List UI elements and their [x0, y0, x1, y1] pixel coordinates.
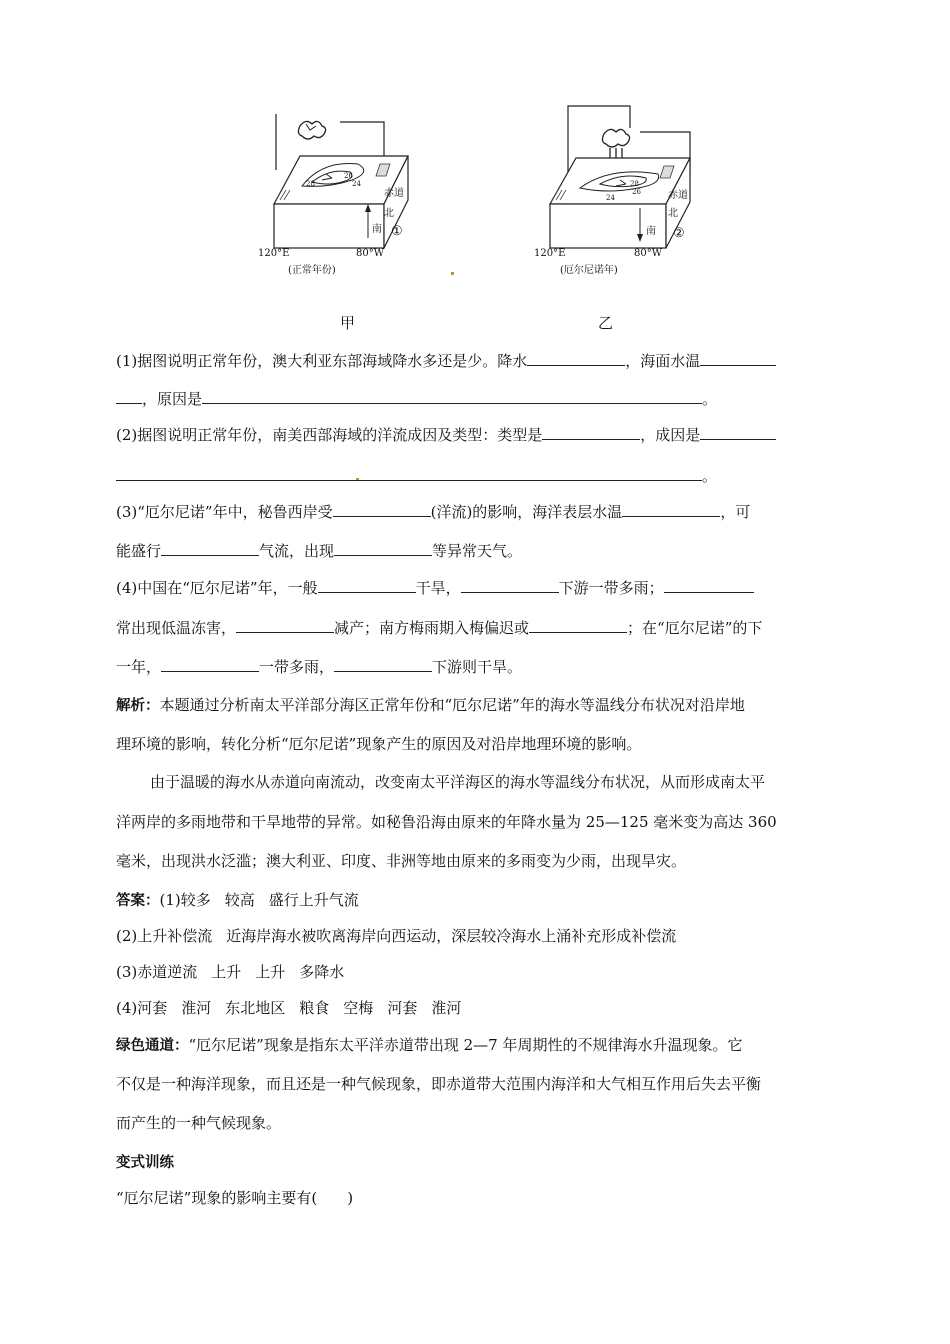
answer-blank[interactable]: [461, 577, 559, 593]
q4-text: ；在“厄尔尼诺”的下: [627, 619, 763, 637]
answer-blank[interactable]: [700, 350, 776, 366]
q4-text: 常出现低温冻害，: [116, 619, 237, 637]
green-line-2: [116, 1074, 836, 1094]
answer-blank[interactable]: [161, 540, 259, 556]
answer-item: 多降水: [299, 963, 345, 981]
south-label: 南: [372, 224, 382, 235]
q3-text: (洋流)的影响，海洋表层水温: [430, 503, 623, 521]
analysis-text: 本题通过分析南太平洋部分海区正常年份和“厄尔尼诺”年的海水等温线分布状况对沿岸地: [159, 696, 745, 714]
q4-text: 下游则干旱。: [432, 658, 523, 676]
variant-title: [116, 1152, 836, 1173]
answer-blank[interactable]: [664, 577, 754, 593]
question-2-line-2: [116, 465, 836, 486]
figure-number: ①: [391, 224, 403, 239]
figure-normal-year: [248, 108, 418, 278]
question-3-line-1: [116, 501, 836, 522]
answer-item: 淮河: [431, 999, 462, 1017]
answer-blank[interactable]: [116, 465, 702, 481]
figure-caption: (厄尔尼诺年): [560, 265, 618, 276]
green-text: 而产生的一种气候现象。: [116, 1114, 282, 1132]
q2-text: (2)据图说明正常年份，南美西部海域的洋流成因及类型：类型是: [116, 426, 543, 444]
equator-label: 赤道: [384, 188, 404, 199]
q2-text: ，成因是: [640, 426, 701, 444]
answer-item: 空梅: [343, 999, 374, 1017]
q4-text: 一年，: [116, 658, 162, 676]
green-line-1: [116, 1035, 836, 1056]
answer-blank[interactable]: [622, 501, 720, 517]
answer-blank[interactable]: [236, 617, 334, 633]
analysis-text: 理环境的影响，转化分析“厄尔尼诺”现象产生的原因及对沿岸地理环境的影响。: [116, 735, 642, 753]
isotherm-label-24: 24: [352, 180, 361, 188]
analysis-line-4: [116, 812, 836, 832]
question-4-line-3: [116, 656, 836, 677]
q1-text: 。: [702, 390, 718, 408]
answer-item: 东北地区: [225, 999, 286, 1017]
variant-question-text: “厄尔尼诺”现象的影响主要有( ): [116, 1189, 354, 1207]
analysis-text: 洋两岸的多雨地带和干旱地带的异常。如秘鲁沿海由原来的年降水量为 25—125 毫米变为高达 360: [116, 813, 777, 831]
q3-text: 能盛行: [116, 542, 162, 560]
analysis-line-1: [116, 695, 836, 716]
answer-item: 粮食: [299, 999, 330, 1017]
figure-number: ②: [673, 226, 685, 241]
analysis-text: 毫米，出现洪水泛滥；澳大利亚、印度、非洲等地由原来的多雨变为少雨，出现旱灾。: [116, 852, 687, 870]
analysis-label: 解析：: [116, 698, 160, 714]
answer-item: 淮河: [181, 999, 212, 1017]
q3-text: (3)“厄尔尼诺”年中，秘鲁西岸受: [116, 503, 333, 521]
figure-el-nino-year: [530, 104, 705, 279]
q4-text: 下游一带多雨；: [558, 579, 664, 597]
green-line-3: [116, 1113, 836, 1133]
answer-blank[interactable]: [318, 577, 416, 593]
longitude-left: 120°E: [534, 248, 566, 259]
isotherm-label-28: 28: [630, 180, 639, 188]
green-label: 绿色通道：: [116, 1038, 189, 1054]
answer-item: (3)赤道逆流: [116, 963, 198, 981]
answer-item: 上升: [211, 963, 242, 981]
isotherm-label-26: 26: [344, 172, 353, 180]
answer-item: 盛行上升气流: [268, 891, 359, 909]
answer-line-2: [116, 926, 836, 946]
north-label: 北: [384, 208, 394, 219]
question-1-line-2: [116, 388, 836, 409]
variant-question: [116, 1188, 836, 1208]
equator-label: 赤道: [668, 190, 688, 201]
answer-line-4: [116, 998, 836, 1018]
answer-item: 较高: [224, 891, 255, 909]
question-2-line-1: [116, 424, 836, 445]
analysis-line-2: [116, 734, 836, 754]
figure-label-jia: 甲: [340, 314, 356, 332]
answer-item: (2)上升补偿流: [116, 927, 213, 945]
longitude-right: 80°W: [356, 248, 385, 259]
answer-item: 河套: [387, 999, 418, 1017]
green-text: “厄尔尼诺”现象是指东太平洋赤道带出现 2—7 年周期性的不规律海水升温现象。它: [188, 1036, 743, 1054]
analysis-line-5: [116, 851, 836, 871]
answer-blank[interactable]: [334, 656, 432, 672]
q1-text: ，海面水温: [625, 352, 701, 370]
longitude-right: 80°W: [634, 248, 663, 259]
question-3-line-2: [116, 540, 836, 561]
q2-text: 。: [702, 467, 718, 485]
isotherm-label-24: 24: [606, 194, 615, 202]
variant-title-text: 变式训练: [116, 1155, 174, 1171]
answer-line-1: [116, 890, 836, 911]
answer-item: 上升: [255, 963, 286, 981]
green-text: 不仅是一种海洋现象，而且还是一种气候现象，即赤道带大范围内海洋和大气相互作用后失去平衡: [116, 1075, 762, 1093]
isotherm-label-28: 28: [306, 180, 315, 188]
q4-text: 干旱，: [415, 579, 461, 597]
answer-blank[interactable]: [202, 388, 702, 404]
analysis-line-3: [150, 772, 870, 792]
south-label: 南: [646, 226, 656, 237]
answer-blank[interactable]: [527, 350, 625, 366]
stray-dot: [451, 272, 454, 275]
q3-text: ，可: [720, 503, 751, 521]
answer-item: (4)河套: [116, 999, 168, 1017]
q1-text: (1)据图说明正常年份，澳大利亚东部海域降水多还是少。降水: [116, 352, 528, 370]
q3-text: 气流，出现: [259, 542, 335, 560]
analysis-text: 由于温暖的海水从赤道向南流动，改变南太平洋海区的海水等温线分布状况，从而形成南太平: [150, 773, 766, 791]
q4-text: 减产；南方梅雨期入梅偏迟或: [334, 619, 530, 637]
q1-text: ，原因是: [142, 390, 203, 408]
answer-item: 近海岸海水被吹离海岸向西运动，深层较冷海水上涌补充形成补偿流: [226, 927, 677, 945]
answer-blank[interactable]: [529, 617, 627, 633]
question-4-line-2: [116, 617, 836, 638]
figure-caption: (正常年份): [288, 265, 336, 276]
question-4-line-1: [116, 577, 836, 598]
longitude-left: 120°E: [258, 248, 290, 259]
figure-label-yi: 乙: [598, 314, 614, 332]
isotherm-label-26: 26: [632, 188, 641, 196]
answer-label: 答案：: [116, 893, 160, 909]
answer-blank[interactable]: [542, 424, 640, 440]
answer-blank[interactable]: [116, 388, 142, 404]
q4-text: 一带多雨，: [259, 658, 335, 676]
answer-blank[interactable]: [161, 656, 259, 672]
q3-text: 等异常天气。: [432, 542, 523, 560]
answer-blank[interactable]: [334, 540, 432, 556]
answer-line-3: [116, 962, 836, 982]
q4-text: (4)中国在“厄尔尼诺”年，一般: [116, 579, 318, 597]
answer-blank[interactable]: [333, 501, 431, 517]
question-1-line-1: [116, 350, 836, 371]
north-label: 北: [668, 208, 678, 219]
answer-blank[interactable]: [700, 424, 776, 440]
answer-item: (1)较多: [159, 891, 211, 909]
